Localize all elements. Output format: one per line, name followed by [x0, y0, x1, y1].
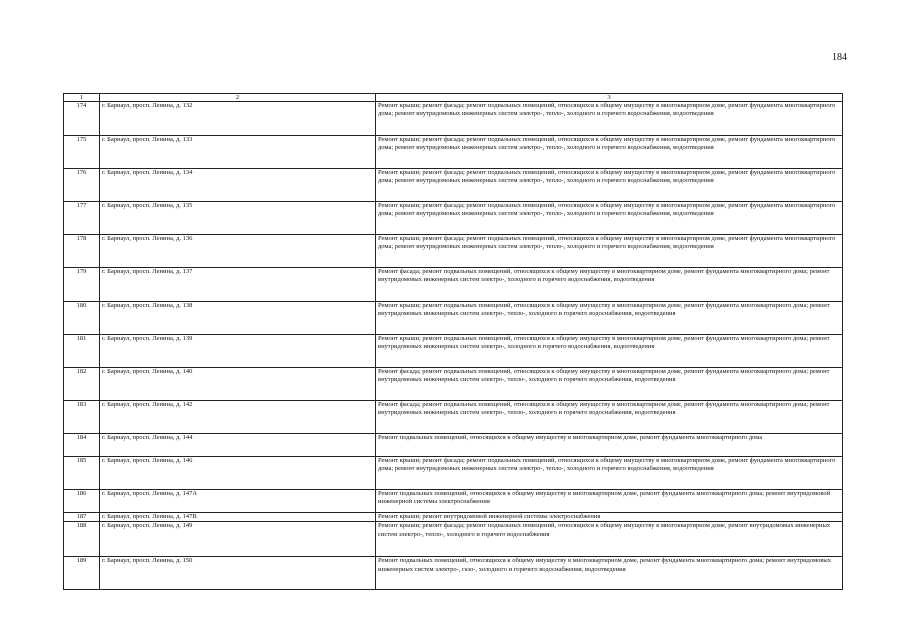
table-row: [64, 522, 843, 557]
row-works: Ремонт подвальных помещений, относящихся к общему имуществу в многоквартирном доме, ремонт фундамента многоквартирного дома: [376, 434, 843, 457]
table-row: [64, 202, 843, 235]
row-address: г. Барнаул, просп. Ленина, д. 147А: [100, 490, 376, 513]
table-row: [64, 335, 843, 368]
table-row: [64, 136, 843, 169]
row-number: 185: [64, 457, 100, 490]
row-address: г. Барнаул, просп. Ленина, д. 140: [100, 368, 376, 401]
row-number: 178: [64, 235, 100, 268]
row-works: Ремонт крыши; ремонт фасада; ремонт подвальных помещений, относящихся к общему имуществу в многоквартирном доме, ремонт фундамента многоквартирного дома; ремонт внутридомовых инженерных систем электро-, тепло-, холодного и горячего водоснабжения, водоотведения: [376, 169, 843, 202]
table-row: [64, 368, 843, 401]
column-header-3: 3: [376, 94, 843, 102]
row-address: г. Барнаул, просп. Ленина, д. 136: [100, 235, 376, 268]
table-row: [64, 169, 843, 202]
row-number: 181: [64, 335, 100, 368]
row-number: 186: [64, 490, 100, 513]
row-number: 176: [64, 169, 100, 202]
row-number: 188: [64, 522, 100, 557]
table-row: [64, 268, 843, 302]
row-works: Ремонт крыши; ремонт внутридомовой инженерной системы электроснабжения: [376, 513, 843, 522]
row-works: Ремонт подвальных помещений, относящихся к общему имуществу в многоквартирном доме, ремонт фундамента многоквартирного дома; ремонт внутридомовых инженерных систем электро-, газо-, холодного и горячего водоснабжения, водоотведения: [376, 557, 843, 590]
row-works: Ремонт крыши; ремонт фасада; ремонт подвальных помещений, относящихся к общему имуществу в многоквартирном доме, ремонт фундамента многоквартирного дома; ремонт внутридомовых инженерных систем электро-, тепло-, холодного и горячего водоснабжения, водоотведения: [376, 202, 843, 235]
row-address: г. Барнаул, просп. Ленина, д. 149: [100, 522, 376, 557]
row-address: г. Барнаул, просп. Ленина, д. 139: [100, 335, 376, 368]
row-number: 175: [64, 136, 100, 169]
table-row: [64, 302, 843, 335]
row-address: г. Барнаул, просп. Ленина, д. 146: [100, 457, 376, 490]
row-number: 183: [64, 401, 100, 434]
table-row: [64, 401, 843, 434]
row-works: Ремонт крыши; ремонт подвальных помещений, относящихся к общему имуществу в многоквартирном доме, ремонт фундамента многоквартирного дома; ремонт внутридомовых инженерных систем электро-, холодного и горячего водоснабжения, водоотведения: [376, 335, 843, 368]
column-header-1: 1: [64, 94, 100, 102]
row-works: Ремонт подвальных помещений, относящихся к общему имуществу в многоквартирном доме, ремонт фундамента многоквартирного дома; ремонт внутридомовой инженерной системы электроснабжения: [376, 490, 843, 513]
row-address: г. Барнаул, просп. Ленина, д. 135: [100, 202, 376, 235]
housing-repair-table: [63, 93, 843, 590]
row-works: Ремонт крыши; ремонт фасада; ремонт подвальных помещений, относящихся к общему имуществу в многоквартирном доме, ремонт внутридомовых инженерных систем электро-, тепло-, холодного и горячего водоснабжения: [376, 522, 843, 557]
table-body: [64, 102, 843, 590]
row-number: 179: [64, 268, 100, 302]
row-address: г. Барнаул, просп. Ленина, д. 142: [100, 401, 376, 434]
row-number: 184: [64, 434, 100, 457]
row-works: Ремонт крыши; ремонт подвальных помещений, относящихся к общему имуществу в многоквартирном доме, ремонт фундамента многоквартирного дома; ремонт внутридомовых инженерных систем электро-, тепло-, холодного и горячего водоснабжения, водоотведения: [376, 302, 843, 335]
table-row: [64, 457, 843, 490]
row-works: Ремонт крыши; ремонт фасада; ремонт подвальных помещений, относящихся к общему имуществу в многоквартирном доме, ремонт фундамента многоквартирного дома; ремонт внутридомовых инженерных систем электро-, тепло-, холодного и горячего водоснабжения, водоотведения: [376, 102, 843, 136]
row-number: 180: [64, 302, 100, 335]
row-works: Ремонт фасада; ремонт подвальных помещений, относящихся к общему имуществу в многоквартирном доме, ремонт фундамента многоквартирного дома; ремонт внутридомовых инженерных систем электро-, тепло-, холодного и горячего водоснабжения, водоотведения: [376, 401, 843, 434]
row-number: 187: [64, 513, 100, 522]
table-row: [64, 434, 843, 457]
table-row: [64, 235, 843, 268]
table-row: [64, 513, 843, 522]
row-works: Ремонт крыши; ремонт фасада; ремонт подвальных помещений, относящихся к общему имуществу в многоквартирном доме, ремонт фундамента многоквартирного дома; ремонт внутридомовых инженерных систем электро-, тепло-, холодного и горячего водоснабжения, водоотведения: [376, 235, 843, 268]
row-works: Ремонт фасада; ремонт подвальных помещений, относящихся к общему имуществу в многоквартирном доме, ремонт фундамента многоквартирного дома; ремонт внутридомовых инженерных систем электро-, холодного и горячего водоснабжения, водоотведения: [376, 268, 843, 302]
row-works: Ремонт крыши; ремонт фасада; ремонт подвальных помещений, относящихся к общему имуществу в многоквартирном доме, ремонт фундамента многоквартирного дома; ремонт внутридомовых инженерных систем электро-, тепло-, холодного и горячего водоснабжения, водоотведения: [376, 136, 843, 169]
column-header-2: 2: [100, 94, 376, 102]
row-number: 177: [64, 202, 100, 235]
table-row: [64, 490, 843, 513]
table-row: [64, 557, 843, 590]
row-number: 174: [64, 102, 100, 136]
row-number: 189: [64, 557, 100, 590]
row-address: г. Барнаул, просп. Ленина, д. 147В: [100, 513, 376, 522]
row-address: г. Барнаул, просп. Ленина, д. 138: [100, 302, 376, 335]
table-row: [64, 102, 843, 136]
row-address: г. Барнаул, просп. Ленина, д. 134: [100, 169, 376, 202]
row-address: г. Барнаул, просп. Ленина, д. 137: [100, 268, 376, 302]
header-row: [64, 94, 843, 102]
row-works: Ремонт фасада; ремонт подвальных помещений, относящихся к общему имуществу в многоквартирном доме, ремонт фундамента многоквартирного дома; ремонт внутридомовых инженерных систем электро-, тепло-, холодного и горячего водоснабжения, водоотведения: [376, 368, 843, 401]
row-number: 182: [64, 368, 100, 401]
row-address: г. Барнаул, просп. Ленина, д. 144: [100, 434, 376, 457]
row-address: г. Барнаул, просп. Ленина, д. 133: [100, 136, 376, 169]
row-works: Ремонт крыши; ремонт фасада; ремонт подвальных помещений, относящихся к общему имуществу в многоквартирном доме, ремонт фундамента многоквартирного дома; ремонт внутридомовых инженерных систем электро-, тепло-, холодного и горячего водоснабжения, водоотведения: [376, 457, 843, 490]
page-number: 184: [832, 52, 847, 63]
row-address: г. Барнаул, просп. Ленина, д. 150: [100, 557, 376, 590]
row-address: г. Барнаул, просп. Ленина, д. 132: [100, 102, 376, 136]
